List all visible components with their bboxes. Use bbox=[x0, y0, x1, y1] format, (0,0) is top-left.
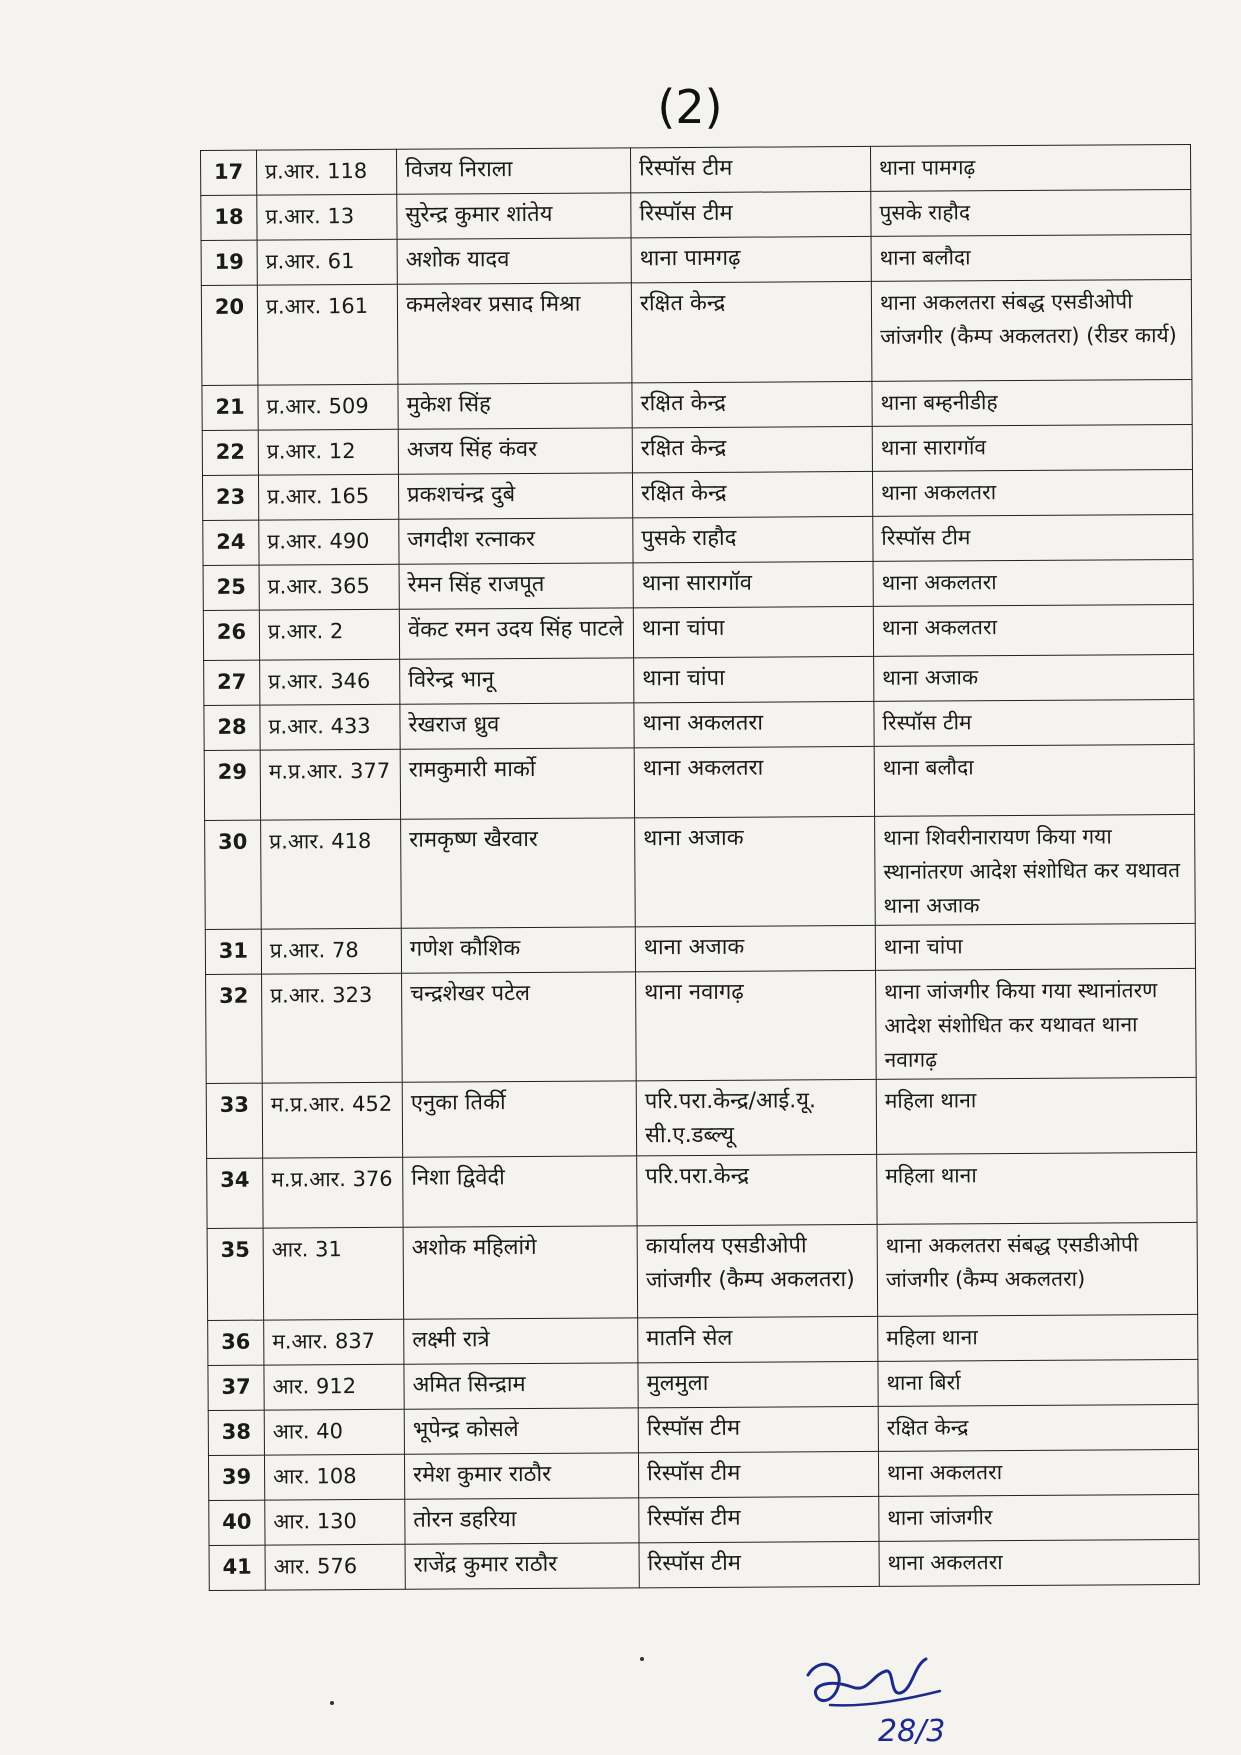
table-row bbox=[208, 1404, 1198, 1455]
serial-number-cell: 21 bbox=[202, 385, 258, 430]
rank-cell: आर. 31 bbox=[263, 1227, 404, 1320]
to-posting-cell: महिला थाना bbox=[878, 1314, 1198, 1361]
rank-cell: प्र.आर. 323 bbox=[262, 973, 403, 1083]
name-cell: अजय सिंह कंवर bbox=[398, 428, 632, 474]
speck bbox=[330, 1701, 334, 1705]
rank-cell: आर. 576 bbox=[265, 1544, 405, 1590]
table-row bbox=[201, 189, 1191, 240]
name-cell: रमेश कुमार राठौर bbox=[404, 1453, 638, 1499]
table-row bbox=[203, 559, 1193, 610]
table-row bbox=[203, 604, 1193, 660]
rank-cell: प्र.आर. 161 bbox=[257, 284, 398, 385]
from-posting-cell: परि.परा.केन्द्र bbox=[637, 1154, 877, 1225]
signature bbox=[790, 1635, 980, 1755]
to-posting-cell: महिला थाना bbox=[877, 1152, 1197, 1224]
table-row bbox=[201, 279, 1192, 385]
to-posting-cell: थाना चांपा bbox=[875, 923, 1195, 970]
from-posting-cell: मातनि सेल bbox=[638, 1316, 878, 1362]
serial-number-cell: 22 bbox=[202, 430, 258, 475]
table-row bbox=[207, 1152, 1197, 1228]
serial-number-cell: 35 bbox=[207, 1228, 264, 1320]
table-row bbox=[206, 1077, 1196, 1158]
name-cell: प्रकशचंन्द्र दुबे bbox=[398, 473, 632, 519]
to-posting-cell: थाना अकलतरा संबद्ध एसडीओपी जांजगीर (कैम्प अकलतरा) bbox=[877, 1222, 1198, 1316]
table-row bbox=[206, 968, 1197, 1083]
to-posting-cell: थाना जांजगीर bbox=[879, 1494, 1199, 1541]
from-posting-cell: रिस्पॉस टीम bbox=[638, 1451, 878, 1497]
rank-cell: प्र.आर. 365 bbox=[259, 564, 399, 610]
to-posting-cell: पुसके राहौद bbox=[871, 189, 1191, 236]
page-number: (2) bbox=[657, 80, 723, 134]
name-cell: एनुका तिर्की bbox=[402, 1081, 636, 1157]
to-posting-cell: रिस्पॉस टीम bbox=[874, 699, 1194, 746]
rank-cell: प्र.आर. 418 bbox=[261, 819, 402, 929]
to-posting-cell: महिला थाना bbox=[876, 1077, 1196, 1154]
table-row bbox=[207, 1222, 1198, 1320]
from-posting-cell: थाना नवागढ़ bbox=[636, 970, 877, 1080]
name-cell: तोरन डहरिया bbox=[405, 1498, 639, 1544]
name-cell: रेखराज ध्रुव bbox=[400, 703, 634, 749]
name-cell: अशोक महिलांगे bbox=[403, 1226, 638, 1319]
serial-number-cell: 31 bbox=[205, 929, 261, 974]
table-row bbox=[204, 699, 1194, 750]
from-posting-cell: मुलमुला bbox=[638, 1361, 878, 1407]
rank-cell: प्र.आर. 61 bbox=[257, 239, 397, 285]
rank-cell: प्र.आर. 433 bbox=[260, 704, 400, 750]
from-posting-cell: थाना अजाक bbox=[635, 816, 876, 926]
name-cell: रामकृष्ण खैरवार bbox=[401, 818, 636, 928]
to-posting-cell: थाना बलौदा bbox=[871, 234, 1191, 281]
name-cell: विरेन्द्र भानू bbox=[400, 658, 634, 704]
table-row bbox=[204, 654, 1194, 705]
serial-number-cell: 32 bbox=[206, 974, 263, 1083]
serial-number-cell: 38 bbox=[208, 1410, 264, 1455]
rank-cell: आर. 130 bbox=[265, 1499, 405, 1545]
table-row bbox=[202, 379, 1192, 430]
name-cell: रेमन सिंह राजपूत bbox=[399, 563, 633, 609]
from-posting-cell: थाना चांपा bbox=[633, 606, 873, 657]
rank-cell: आर. 912 bbox=[264, 1364, 404, 1410]
serial-number-cell: 40 bbox=[209, 1500, 265, 1545]
serial-number-cell: 27 bbox=[204, 660, 260, 705]
rank-cell: प्र.आर. 12 bbox=[258, 429, 398, 475]
from-posting-cell: थाना अजाक bbox=[635, 925, 875, 971]
rank-cell: प्र.आर. 165 bbox=[258, 474, 398, 520]
table-row bbox=[209, 1494, 1199, 1545]
table-row bbox=[201, 144, 1191, 195]
from-posting-cell: थाना पामगढ़ bbox=[631, 236, 871, 282]
name-cell: अशोक यादव bbox=[397, 238, 631, 284]
table-row bbox=[209, 1539, 1199, 1590]
from-posting-cell: थाना अकलतरा bbox=[634, 701, 874, 747]
from-posting-cell: थाना सारागॉव bbox=[633, 561, 873, 607]
to-posting-cell: थाना अकलतरा bbox=[873, 559, 1193, 606]
from-posting-cell: परि.परा.केन्द्र/आई.यू. सी.ए.डब्ल्यू bbox=[636, 1079, 876, 1155]
from-posting-cell: रक्षित केन्द्र bbox=[632, 426, 872, 472]
from-posting-cell: रिस्पॉस टीम bbox=[630, 146, 870, 192]
from-posting-cell: पुसके राहौद bbox=[633, 516, 873, 562]
to-posting-cell: रक्षित केन्द्र bbox=[878, 1404, 1198, 1451]
table-row bbox=[202, 424, 1192, 475]
rank-cell: प्र.आर. 118 bbox=[257, 149, 397, 195]
rank-cell: म.प्र.आर. 452 bbox=[262, 1082, 402, 1158]
from-posting-cell: रिस्पॉस टीम bbox=[639, 1496, 879, 1542]
to-posting-cell: थाना अकलतरा bbox=[872, 469, 1192, 516]
rank-cell: म.प्र.आर. 376 bbox=[263, 1157, 403, 1228]
from-posting-cell: रिस्पॉस टीम bbox=[638, 1406, 878, 1452]
table-row bbox=[202, 469, 1192, 520]
table-row bbox=[205, 923, 1195, 974]
to-posting-cell: थाना अकलतरा bbox=[879, 1539, 1199, 1586]
serial-number-cell: 37 bbox=[208, 1365, 264, 1410]
from-posting-cell: रक्षित केन्द्र bbox=[632, 471, 872, 517]
from-posting-cell: थाना अकलतरा bbox=[634, 746, 874, 817]
serial-number-cell: 25 bbox=[203, 565, 259, 610]
to-posting-cell: रिस्पॉस टीम bbox=[873, 514, 1193, 561]
rank-cell: प्र.आर. 78 bbox=[261, 928, 401, 974]
name-cell: चन्द्रशेखर पटेल bbox=[402, 972, 637, 1082]
serial-number-cell: 26 bbox=[203, 610, 259, 660]
table-row bbox=[201, 234, 1191, 285]
rank-cell: प्र.आर. 346 bbox=[260, 659, 400, 705]
table-row bbox=[204, 744, 1194, 820]
name-cell: लक्ष्मी रात्रे bbox=[404, 1318, 638, 1364]
rank-cell: प्र.आर. 13 bbox=[257, 194, 397, 240]
to-posting-cell: थाना सारागॉव bbox=[872, 424, 1192, 471]
serial-number-cell: 20 bbox=[201, 285, 258, 385]
to-posting-cell: थाना बम्हनीडीह bbox=[872, 379, 1192, 426]
serial-number-cell: 19 bbox=[201, 240, 257, 285]
name-cell: गणेश कौशिक bbox=[401, 927, 635, 973]
name-cell: रामकुमारी मार्को bbox=[400, 748, 634, 819]
transfer-table bbox=[200, 144, 1200, 1591]
serial-number-cell: 18 bbox=[201, 195, 257, 240]
serial-number-cell: 17 bbox=[201, 150, 257, 195]
to-posting-cell: थाना जांजगीर किया गया स्थानांतरण आदेश संशोधित कर यथावत थाना नवागढ़ bbox=[876, 968, 1197, 1079]
from-posting-cell: रिस्पॉस टीम bbox=[639, 1541, 879, 1587]
rank-cell: प्र.आर. 2 bbox=[259, 609, 399, 660]
to-posting-cell: थाना बलौदा bbox=[874, 744, 1194, 816]
to-posting-cell: थाना शिवरीनारायण किया गया स्थानांतरण आदेश संशोधित कर यथावत थाना अजाक bbox=[875, 814, 1196, 925]
to-posting-cell: थाना अकलतरा bbox=[878, 1449, 1198, 1496]
to-posting-cell: थाना अजाक bbox=[874, 654, 1194, 701]
rank-cell: म.प्र.आर. 377 bbox=[260, 749, 400, 820]
table-body bbox=[201, 144, 1200, 1590]
serial-number-cell: 29 bbox=[204, 750, 260, 820]
serial-number-cell: 33 bbox=[206, 1083, 262, 1158]
serial-number-cell: 24 bbox=[203, 520, 259, 565]
name-cell: भूपेन्द्र कोसले bbox=[404, 1408, 638, 1454]
rank-cell: आर. 40 bbox=[264, 1409, 404, 1455]
to-posting-cell: थाना अकलतरा संबद्ध एसडीओपी जांजगीर (कैम्प अकलतरा) (रीडर कार्य) bbox=[871, 279, 1192, 381]
name-cell: अमित सिन्द्राम bbox=[404, 1363, 638, 1409]
table-row bbox=[208, 1314, 1198, 1365]
rank-cell: म.आर. 837 bbox=[264, 1319, 404, 1365]
table-row bbox=[208, 1449, 1198, 1500]
rank-cell: प्र.आर. 490 bbox=[259, 519, 399, 565]
table-row bbox=[208, 1359, 1198, 1410]
to-posting-cell: थाना अकलतरा bbox=[873, 604, 1193, 656]
name-cell: राजेंद्र कुमार राठौर bbox=[405, 1543, 639, 1589]
name-cell: विजय निराला bbox=[396, 148, 630, 194]
rank-cell: आर. 108 bbox=[264, 1454, 404, 1500]
serial-number-cell: 41 bbox=[209, 1545, 265, 1590]
from-posting-cell: रिस्पॉस टीम bbox=[631, 191, 871, 237]
to-posting-cell: थाना पामगढ़ bbox=[870, 144, 1190, 191]
to-posting-cell: थाना बिर्रा bbox=[878, 1359, 1198, 1406]
name-cell: सुरेन्द्र कुमार शांतेय bbox=[397, 193, 631, 239]
name-cell: निशा द्विवेदी bbox=[403, 1156, 637, 1227]
serial-number-cell: 28 bbox=[204, 705, 260, 750]
signature-date: 28/3 bbox=[878, 1714, 946, 1749]
table-row bbox=[203, 514, 1193, 565]
name-cell: जगदीश रत्नाकर bbox=[399, 518, 633, 564]
serial-number-cell: 39 bbox=[208, 1455, 264, 1500]
name-cell: मुकेश सिंह bbox=[398, 383, 632, 429]
serial-number-cell: 23 bbox=[202, 475, 258, 520]
serial-number-cell: 36 bbox=[208, 1320, 264, 1365]
from-posting-cell: कार्यालय एसडीओपी जांजगीर (कैम्प अकलतरा) bbox=[637, 1224, 878, 1317]
from-posting-cell: रक्षित केन्द्र bbox=[632, 381, 872, 427]
speck bbox=[640, 1657, 644, 1661]
name-cell: वेंकट रमन उदय सिंह पाटले bbox=[399, 608, 633, 659]
from-posting-cell: रक्षित केन्द्र bbox=[631, 281, 872, 382]
name-cell: कमलेश्वर प्रसाद मिश्रा bbox=[397, 283, 632, 384]
from-posting-cell: थाना चांपा bbox=[634, 656, 874, 702]
rank-cell: प्र.आर. 509 bbox=[258, 384, 398, 430]
serial-number-cell: 34 bbox=[207, 1158, 263, 1228]
serial-number-cell: 30 bbox=[205, 820, 262, 929]
table-row bbox=[205, 814, 1196, 929]
